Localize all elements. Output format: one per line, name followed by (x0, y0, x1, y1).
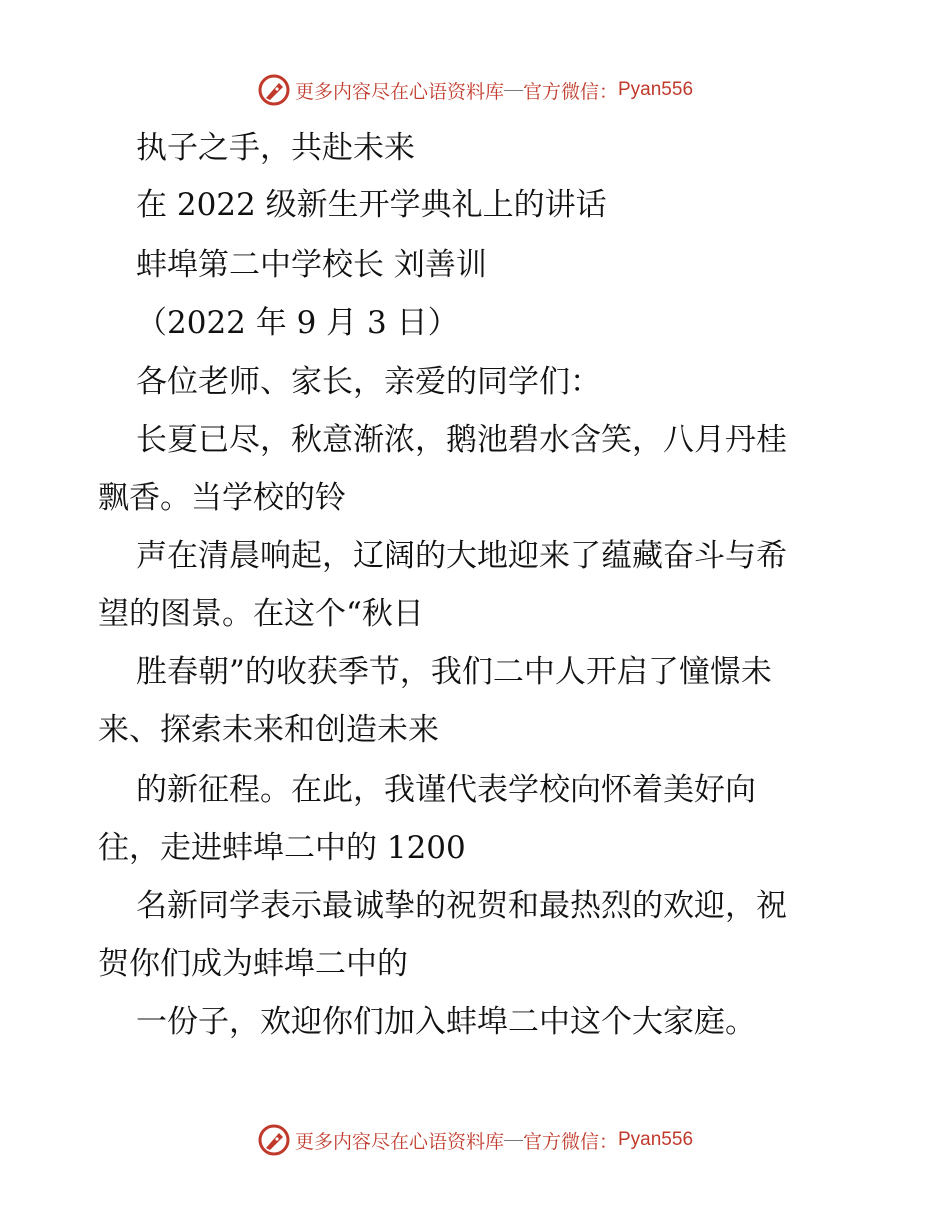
header-banner (0, 70, 950, 110)
paragraph-line: 贺你们成为蚌埠二中的 (98, 946, 408, 982)
paragraph-line: 飘香。当学校的铃 (98, 480, 346, 516)
paragraph-line: 的新征程。在此，我谨代表学校向怀着美好向 (136, 772, 756, 808)
salutation: 各位老师、家长，亲爱的同学们： (136, 364, 601, 400)
footer-banner (0, 1120, 950, 1160)
doc-date: （2022 年 9 月 3 日） (136, 305, 459, 341)
paragraph-line: 长夏已尽，秋意渐浓，鹅池碧水含笑，八月丹桂 (136, 422, 787, 458)
paragraph-line: 望的图景。在这个“秋日 (98, 596, 424, 632)
paragraph-line: 声在清晨响起，辽阔的大地迎来了蕴藏奋斗与希 (136, 538, 787, 574)
wechat-id: Pyan556 (618, 1129, 694, 1150)
banner-text: 更多内容尽在心语资料库 (294, 1131, 504, 1153)
pen-nib-seal-icon (257, 73, 291, 107)
wechat-label: 官方微信： (522, 81, 618, 103)
paragraph-line: 来、探索未来和创造未来 (98, 712, 439, 748)
paragraph-line: 胜春朝”的收获季节，我们二中人开启了憧憬未 (136, 654, 772, 690)
doc-subtitle: 在 2022 级新生开学典礼上的讲话 (136, 187, 607, 223)
doc-title: 执子之手，共赴未来 (136, 130, 415, 166)
banner-text: 更多内容尽在心语资料库 (294, 81, 504, 103)
paragraph-line: 往，走进蚌埠二中的 1200 (98, 830, 466, 866)
doc-author: 蚌埠第二中学校长 刘善训 (136, 247, 487, 283)
paragraph-line: 名新同学表示最诚挚的祝贺和最热烈的欢迎，祝 (136, 888, 787, 924)
pen-nib-seal-icon (257, 1123, 291, 1157)
wechat-id: Pyan556 (618, 79, 694, 100)
paragraph-line: 一份子，欢迎你们加入蚌埠二中这个大家庭。 (136, 1004, 756, 1040)
banner-separator: — (503, 79, 523, 100)
banner-separator: — (503, 1129, 523, 1150)
wechat-label: 官方微信： (522, 1131, 618, 1153)
